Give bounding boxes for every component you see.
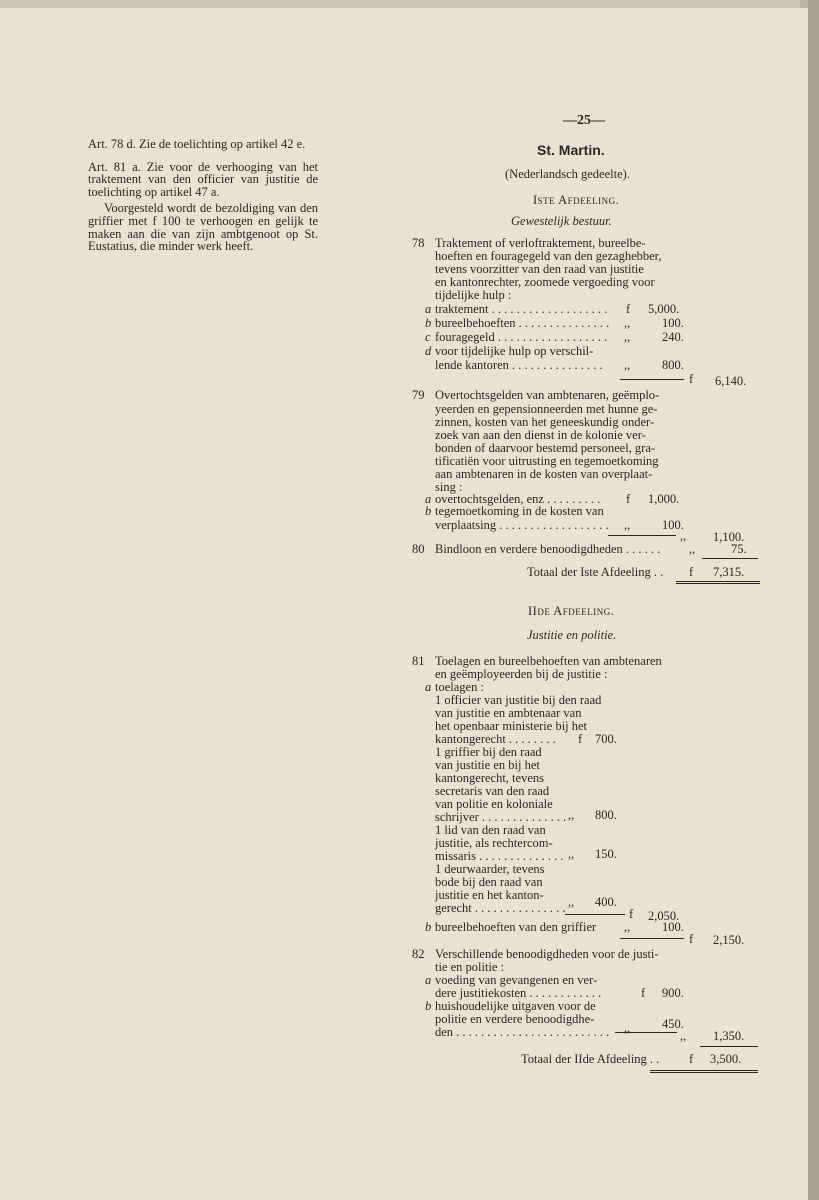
art78-c-amount: 240. bbox=[662, 330, 684, 344]
art82-a-line: dere justitiekosten . . . . . . . . . . . . bbox=[435, 986, 602, 1000]
art82-line: Verschillende benoodigdheden voor de justi- bbox=[435, 947, 659, 961]
doc-title: St. Martin. bbox=[537, 142, 605, 158]
art81-sub4-line: bode bij den raad van bbox=[435, 875, 543, 889]
art78-d-letter: d bbox=[425, 344, 432, 358]
art79-number: 79 bbox=[412, 388, 425, 402]
section1-heading: Iste Afdeeling. bbox=[533, 193, 620, 207]
section1-total-cur: f bbox=[689, 565, 694, 579]
art78-subtotal-rule bbox=[620, 379, 684, 380]
art81-b-text: bureelbehoeften van den griffier bbox=[435, 920, 597, 934]
art82-a-cur: f bbox=[641, 986, 646, 1000]
art78-a-amount: 5,000. bbox=[648, 302, 680, 316]
art78-line: Traktement of verloftraktement, bureelbe- bbox=[435, 236, 646, 250]
art79-line: yeerden en gepensionneerden met hunne ge- bbox=[435, 402, 658, 416]
art78-a-letter: a bbox=[425, 302, 432, 316]
art78-b-letter: b bbox=[425, 316, 432, 330]
art81-sub3-line: 1 lid van den raad van bbox=[435, 823, 546, 837]
art82-total-cur: ,, bbox=[680, 1029, 687, 1043]
art82-a-letter: a bbox=[425, 973, 432, 987]
section2-heading: IIde Afdeeling. bbox=[528, 604, 615, 618]
section1-total-double-rule bbox=[676, 581, 760, 584]
art79-line: sing : bbox=[435, 480, 463, 494]
art81-sub2-line: secretaris van den raad bbox=[435, 784, 550, 798]
art78-line: hoeften en fouragegeld van den gezaghebber, bbox=[435, 249, 662, 263]
art78-b-text: bureelbehoeften . . . . . . . . . . . . . . . bbox=[435, 316, 610, 330]
art78-a-text: traktement . . . . . . . . . . . . . . . . . . . bbox=[435, 302, 608, 316]
art80-text: Bindloon en verdere benoodigdheden . . . . . . bbox=[435, 542, 661, 556]
art81-sub1-line: 1 officier van justitie bij den raad bbox=[435, 693, 602, 707]
art81-sub3-amount: 150. bbox=[595, 847, 617, 861]
art82-b-cur: ,, bbox=[624, 1021, 631, 1035]
art78-total: 6,140. bbox=[715, 374, 747, 388]
note-griffier: Voorgesteld wordt de bezoldiging van den griffier met f 100 te verhoogen en gelijk te maken aan die van zijn ambtgenoot op St. Eustatius, die minder werk heeft. bbox=[88, 201, 318, 254]
art82-b-line: politie en verdere benoodigdhe- bbox=[435, 1012, 595, 1026]
art78-line: en kantonrechter, zoomede vergoeding voor bbox=[435, 275, 655, 289]
art81-sub4-cur: ,, bbox=[568, 895, 575, 909]
page-edge-shadow bbox=[808, 0, 819, 1200]
art81-sub4-line: 1 deurwaarder, tevens bbox=[435, 862, 545, 876]
art81-b-cur: ,, bbox=[624, 920, 631, 934]
art81-sub4-amount: 400. bbox=[595, 895, 617, 909]
art82-b-line: den . . . . . . . . . . . . . . . . . . . . . . . . . bbox=[435, 1025, 610, 1039]
art78-c-text: fouragegeld . . . . . . . . . . . . . . . . . . bbox=[435, 330, 608, 344]
art81-total: 2,150. bbox=[713, 933, 745, 947]
art81-sub3-line: missaris . . . . . . . . . . . . . . bbox=[435, 849, 564, 863]
art82-number: 82 bbox=[412, 947, 425, 961]
art82-b-amount: 450. bbox=[662, 1017, 684, 1031]
art81-sub1-cur: f bbox=[578, 732, 583, 746]
art78-a-cur: f bbox=[626, 302, 631, 316]
art81-sub2-line: 1 griffier bij den raad bbox=[435, 745, 542, 759]
art81-total-cur: f bbox=[689, 932, 694, 946]
art81-sub1-line: kantongerecht . . . . . . . . bbox=[435, 732, 556, 746]
art79-line: zinnen, kosten van het geneeskundig onder- bbox=[435, 415, 655, 429]
art81-sub2-line: schrijver . . . . . . . . . . . . . . bbox=[435, 810, 567, 824]
art79-a-text: overtochtsgelden, enz . . . . . . . . . bbox=[435, 492, 601, 506]
section1-total-label: Totaal der Iste Afdeeling . . bbox=[527, 565, 664, 579]
art78-line: tevens voorzitter van den raad van justitie bbox=[435, 262, 644, 276]
art81-a-subtotal-rule bbox=[565, 914, 625, 915]
document-page bbox=[0, 8, 808, 1200]
art78-c-letter: c bbox=[425, 330, 431, 344]
art79-b-letter: b bbox=[425, 504, 432, 518]
art79-total-cur: ,, bbox=[680, 529, 687, 543]
art81-a-letter: a bbox=[425, 680, 432, 694]
art81-sub1-amount: 700. bbox=[595, 732, 617, 746]
art81-sub1-line: van justitie en ambtenaar van bbox=[435, 706, 582, 720]
art80-amount: 75. bbox=[731, 542, 747, 556]
art78-b-amount: 100. bbox=[662, 316, 684, 330]
section1-subheading: Gewestelijk bestuur. bbox=[511, 214, 612, 228]
art79-line: bonden of daarvoor bestemd personeel, gra- bbox=[435, 441, 656, 455]
art81-sub4-line: justitie en het kanton- bbox=[435, 888, 544, 902]
art82-a-amount: 900. bbox=[662, 986, 684, 1000]
art79-b-text: tegemoetkoming in de kosten van bbox=[435, 504, 604, 518]
art78-line: tijdelijke hulp : bbox=[435, 288, 512, 302]
art81-b-letter: b bbox=[425, 920, 432, 934]
section2-subheading: Justitie en politie. bbox=[527, 628, 617, 642]
art82-total: 1,350. bbox=[713, 1029, 745, 1043]
art79-line: Overtochtsgelden van ambtenaren, geëmplo- bbox=[435, 388, 660, 402]
note-art-78: Art. 78 d. Zie de toelichting op artikel 42 e. bbox=[88, 137, 306, 151]
art80-number: 80 bbox=[412, 542, 425, 556]
art81-sub2-line: kantongerecht, tevens bbox=[435, 771, 544, 785]
art79-line: zoek van aan den dienst in de kolonie ver- bbox=[435, 428, 646, 442]
art79-line: tificatiën voor uitrusting en tegemoetkoming bbox=[435, 454, 659, 468]
art78-c-cur: ,, bbox=[624, 330, 631, 344]
art78-number: 78 bbox=[412, 236, 425, 250]
art81-sub2-line: van justitie en bij het bbox=[435, 758, 540, 772]
art78-d-amount: 800. bbox=[662, 358, 684, 372]
art79-b-cur: ,, bbox=[624, 518, 631, 532]
art78-d-cur: ,, bbox=[624, 358, 631, 372]
art79-a-letter: a bbox=[425, 492, 432, 506]
art81-a-total-cur: f bbox=[629, 907, 634, 921]
art79-b-amount: 100. bbox=[662, 518, 684, 532]
art81-a-total: 2,050. bbox=[648, 909, 680, 923]
section2-total-double-rule bbox=[650, 1070, 758, 1073]
section2-total-cur: f bbox=[689, 1052, 694, 1066]
art81-sub2-amount: 800. bbox=[595, 808, 617, 822]
art81-sub1-line: het openbaar ministerie bij het bbox=[435, 719, 588, 733]
art78-total-cur: f bbox=[689, 372, 694, 386]
art81-line: en geëmployeerden bij de justitie : bbox=[435, 667, 608, 681]
art80-cur: ,, bbox=[689, 542, 696, 556]
art79-a-amount: 1,000. bbox=[648, 492, 680, 506]
art79-total: 1,100. bbox=[713, 530, 745, 544]
art79-line: aan ambtenaren in de kosten van overplaat- bbox=[435, 467, 653, 481]
art81-a-text: toelagen : bbox=[435, 680, 484, 694]
art79-subtotal-rule bbox=[608, 535, 676, 536]
section1-total-rule bbox=[702, 558, 758, 559]
art81-b-amount: 100. bbox=[662, 920, 684, 934]
art82-subtotal-rule bbox=[615, 1032, 677, 1033]
page-number: —25— bbox=[563, 113, 605, 128]
section2-total-rule bbox=[700, 1046, 758, 1047]
art81-sub4-line: gerecht . . . . . . . . . . . . . . . bbox=[435, 901, 566, 915]
art82-b-line: huishoudelijke uitgaven voor de bbox=[435, 999, 596, 1013]
art82-line: tie en politie : bbox=[435, 960, 505, 974]
doc-subtitle: (Nederlandsch gedeelte). bbox=[505, 167, 630, 181]
art81-sub2-cur: ,, bbox=[568, 808, 575, 822]
art81-sub2-line: van politie en koloniale bbox=[435, 797, 553, 811]
section1-total: 7,315. bbox=[713, 565, 745, 579]
art81-line: Toelagen en bureelbehoeften van ambtenaren bbox=[435, 654, 662, 668]
art81-number: 81 bbox=[412, 654, 425, 668]
art79-a-cur: f bbox=[626, 492, 631, 506]
left-notes bbox=[88, 138, 318, 257]
note-art-81: Art. 81 a. Zie voor de verhooging van het traktement van den officier van justitie de toelichting op artikel 47 a. bbox=[88, 159, 318, 199]
art81-sub3-cur: ,, bbox=[568, 847, 575, 861]
art82-a-line: voeding van gevangenen en ver- bbox=[435, 973, 598, 987]
art78-b-cur: ,, bbox=[624, 316, 631, 330]
art78-d-text: voor tijdelijke hulp op verschil- bbox=[435, 344, 594, 358]
art79-b-text2: verplaatsing . . . . . . . . . . . . . . . . . . bbox=[435, 518, 609, 532]
art81-sub3-line: justitie, als rechtercom- bbox=[435, 836, 553, 850]
art82-b-letter: b bbox=[425, 999, 432, 1013]
section2-total-label: Totaal der IIde Afdeeling . . bbox=[521, 1052, 660, 1066]
section2-total: 3,500. bbox=[710, 1052, 742, 1066]
art81-subtotal-rule bbox=[620, 938, 684, 939]
art78-d-text2: lende kantoren . . . . . . . . . . . . . . . bbox=[435, 358, 603, 372]
